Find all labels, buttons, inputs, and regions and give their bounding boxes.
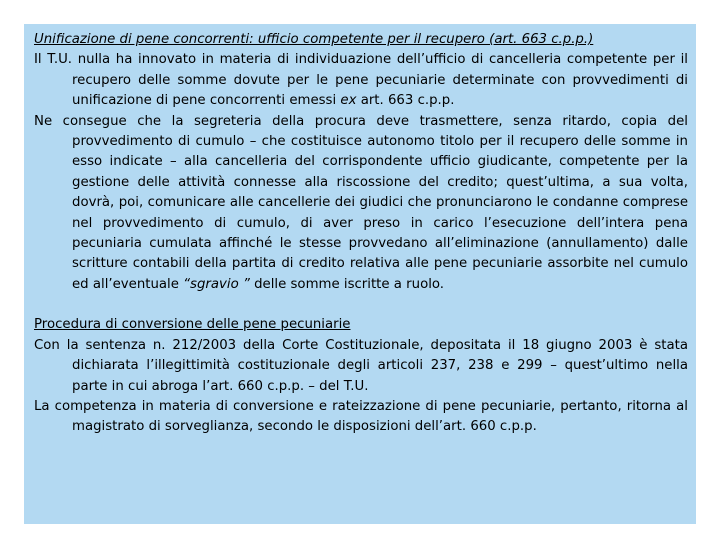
slide <box>24 24 696 524</box>
paragraph-competenza: La competenza in materia di conversione e rateizzazione di pene pecuniarie, pertanto, ritorna al magistrato di sorveglianza, secondo le disposizioni dell’art. 660 c.p.p. <box>34 398 688 435</box>
section-heading-unificazione: Unificazione di pene concorrenti: ufficio competente per il recupero (art. 663 c.p.p.) <box>34 32 594 47</box>
text: delle somme iscritte a ruolo. <box>249 276 445 292</box>
text: Ne consegue che la segreteria della procura deve trasmettere, senza ritardo, copia del provvedimento di cumulo – che costituisce autonomo titolo per il recupero delle somme in esso indicate – alla cancelleria del corrispondente ufficio giudicante, competente per la gestione delle attività connesse alla riscossione del credito; quest’ultima, a sua volta, dovrà, poi, comunicare alle cancellerie dei giudici che pronunciarono le condanne comprese nel provvedimento di cumulo, di aver preso in carico l’esecuzione dell’intera pena pecuniaria cumulata affinché le stesse provvedano all’eliminazione (annullamento) dalle scritture contabili della partita di credito relativa alle pene pecuniarie assorbite nel cumulo ed all’eventuale <box>34 113 688 292</box>
text: Il T.U. nulla ha innovato in materia di individuazione dell’ufficio di cancelleria competente per il recupero delle somme dovute per le pene pecuniarie determinate con provvedimenti di unificazione di pene concorrenti emessi <box>34 52 688 109</box>
emphasis-sgravio: “sgravio ” <box>183 276 250 292</box>
text: art. 663 c.p.p. <box>356 93 455 109</box>
paragraph-sentenza: Con la sentenza n. 212/2003 della Corte Costituzionale, depositata il 18 giugno 2003 è stata dichiarata l’illegittimità costituzionale degli articoli 237, 238 e 299 – quest’ultimo nella parte in cui abroga l’art. 660 c.p.p. – del T.U. <box>34 337 688 394</box>
paragraph-segreteria <box>34 112 688 296</box>
emphasis-ex: ex <box>340 93 357 109</box>
paragraph-tu-innovazione <box>34 50 688 111</box>
section-heading-conversione: Procedura di conversione delle pene pecuniarie <box>34 317 351 333</box>
spacer <box>34 295 688 315</box>
